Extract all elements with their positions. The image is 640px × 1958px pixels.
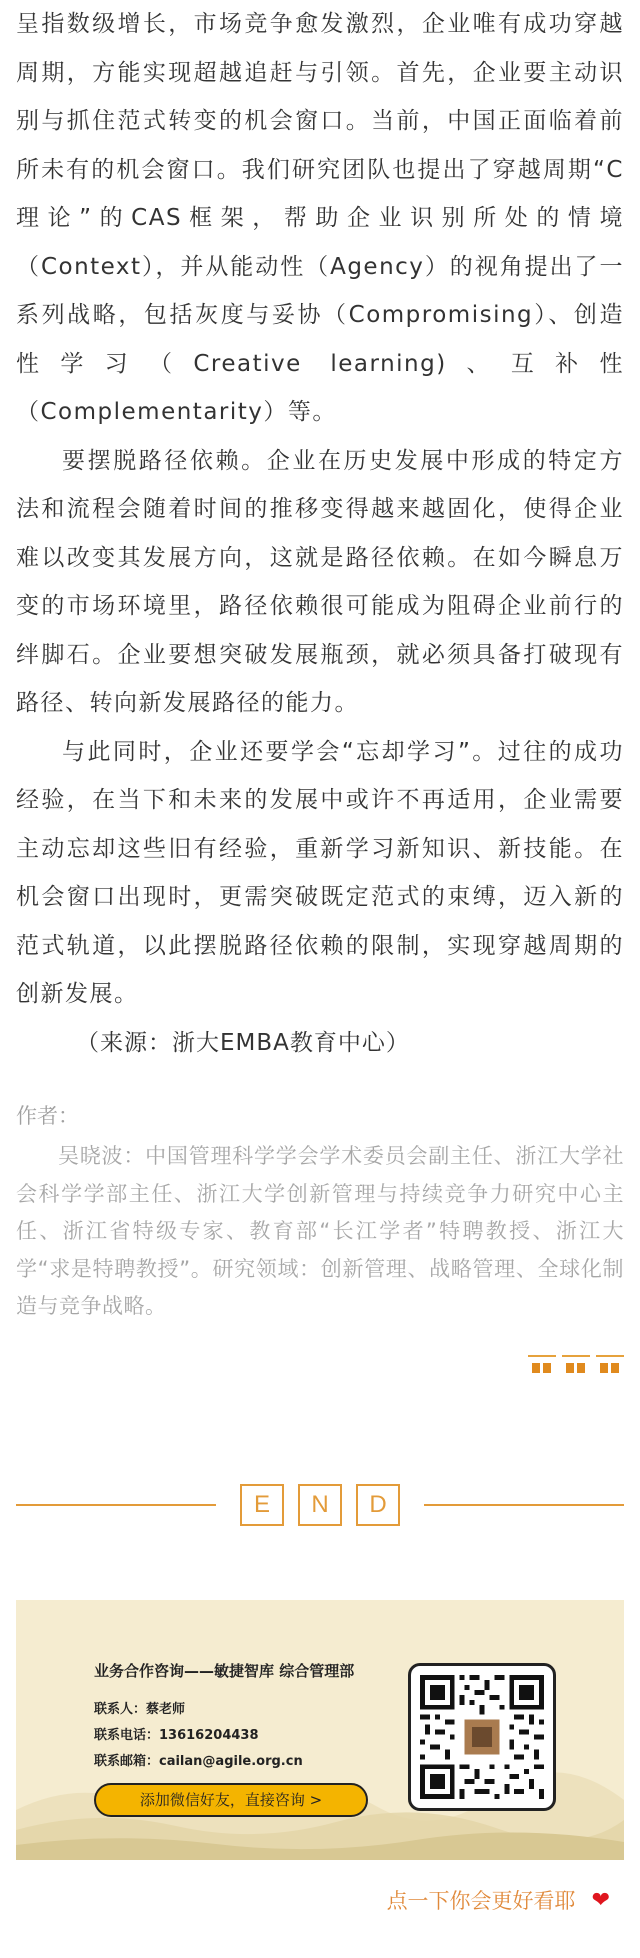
article-body bbox=[16, 0, 624, 1067]
divider-line-left bbox=[16, 1504, 216, 1506]
qr-code-icon bbox=[420, 1675, 544, 1799]
decorative-ornament bbox=[528, 1355, 624, 1375]
add-wechat-button[interactable]: 添加微信好友，直接咨询 > bbox=[94, 1783, 368, 1817]
heart-icon[interactable]: ❤ bbox=[591, 1887, 610, 1913]
author-label: 作者： bbox=[16, 1104, 79, 1128]
end-letter-n: N bbox=[298, 1484, 342, 1526]
footer-like-prompt[interactable] bbox=[387, 1885, 610, 1915]
contact-card bbox=[16, 1600, 624, 1860]
ornament-block bbox=[528, 1355, 556, 1375]
article-paragraph: 呈指数级增长，市场竞争愈发激烈，企业唯有成功穿越周期，方能实现超越追赶与引领。首先，企业要主动识别与抓住范式转变的机会窗口。当前，中国正面临着前所未有的机会窗口。我们研究团队也提出了穿越周期“C理论”的CAS框架，帮助企业识别所处的情境（Context），并从能动性（Agency）的视角提出了一系列战略，包括灰度与妥协（Compromising）、创造性学习（Creative learning)、互补性（Complementarity）等。 bbox=[16, 11, 624, 425]
card-title: 业务合作咨询——敏捷智库 综合管理部 bbox=[94, 1662, 355, 1680]
footer-text: 点一下你会更好看耶 bbox=[386, 1889, 576, 1913]
contact-email: 联系邮箱：cailan@agile.org.cn bbox=[94, 1754, 303, 1769]
end-letter-d: D bbox=[356, 1484, 400, 1526]
article-source: （来源：浙大EMBA教育中心） bbox=[76, 1029, 410, 1056]
author-bio: 吴晓波：中国管理科学学会学术委员会副主任、浙江大学社会科学学部主任、浙江大学创新管理与持续竞争力研究中心主任、浙江省特级专家、教育部“长江学者”特聘教授、浙江大学“求是特聘教授”。研究领域：创新管理、战略管理、全球化制造与竞争战略。 bbox=[16, 1144, 624, 1318]
contact-person: 联系人：蔡老师 bbox=[94, 1702, 186, 1717]
article-paragraph: 要摆脱路径依赖。企业在历史发展中形成的特定方法和流程会随着时间的推移变得越来越固化，使得企业难以改变其发展方向，这就是路径依赖。在如今瞬息万变的市场环境里，路径依赖很可能成为阻碍企业前行的绊脚石。企业要想突破发展瓶颈，就必须具备打破现有路径、转向新发展路径的能力。 bbox=[16, 447, 624, 716]
end-divider bbox=[16, 1484, 624, 1526]
ornament-block bbox=[562, 1355, 590, 1375]
contact-phone: 联系电话：13616204438 bbox=[94, 1728, 259, 1743]
divider-line-right bbox=[424, 1504, 624, 1506]
qr-code-frame bbox=[408, 1663, 556, 1811]
ornament-block bbox=[596, 1355, 624, 1375]
end-letter-e: E bbox=[240, 1484, 284, 1526]
article-paragraph: 与此同时，企业还要学会“忘却学习”。过往的成功经验，在当下和未来的发展中或许不再适用，企业需要主动忘却这些旧有经验，重新学习新知识、新技能。在机会窗口出现时，更需突破既定范式的束缚，迈入新的范式轨道，以此摆脱路径依赖的限制，实现穿越周期的创新发展。 bbox=[16, 738, 624, 1007]
